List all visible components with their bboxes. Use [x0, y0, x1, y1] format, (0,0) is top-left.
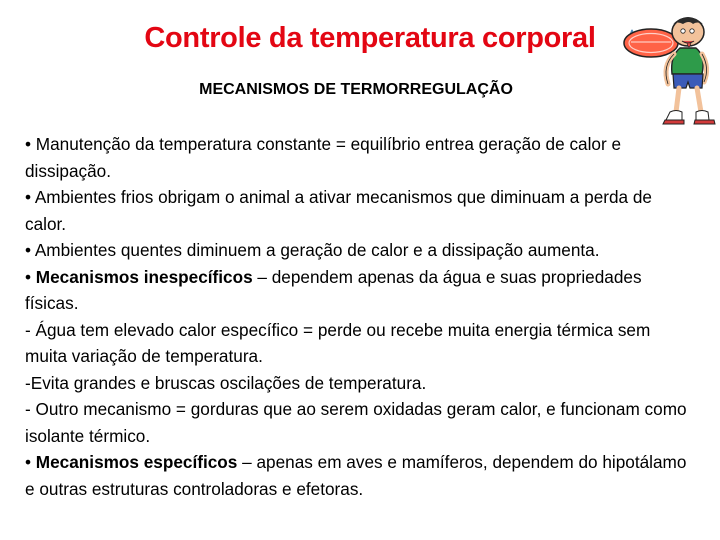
- body-paragraph: [25, 396, 690, 449]
- paragraph-text: Ambientes quentes diminuem a geração de calor e a dissipação aumenta.: [34, 240, 600, 260]
- paragraph-lead: Mecanismos específicos: [35, 452, 238, 472]
- paragraph-text: - Outro mecanismo = gorduras que ao serem oxidadas geram calor, e funcionam como isolante térmico.: [25, 399, 687, 446]
- body-paragraph: [25, 184, 690, 237]
- body-paragraph: [25, 317, 690, 370]
- body-paragraph: [25, 264, 690, 317]
- section-heading: MECANISMOS DE TERMORREGULAÇÃO: [199, 81, 513, 98]
- overheated-man-with-thermometer-icon: [618, 4, 720, 128]
- body-paragraph: [25, 131, 690, 184]
- lead-separator: –: [252, 266, 272, 287]
- paragraph-text: - Água tem elevado calor específico = perde ou recebe muita energia térmica sem muita variação de temperatura.: [25, 319, 651, 366]
- bullet-marker: •: [25, 452, 36, 472]
- body-paragraph: [25, 370, 690, 397]
- paragraph-lead: Mecanismos inespecíficos: [35, 266, 253, 287]
- slide-body: [25, 131, 690, 502]
- bullet-marker: •: [25, 240, 35, 260]
- body-paragraph: [25, 237, 690, 264]
- paragraph-text: -Evita grandes e bruscas oscilações de temperatura.: [25, 372, 427, 393]
- bullet-marker: •: [25, 187, 35, 207]
- paragraph-text: Manutenção da temperatura constante = equilíbrio entrea geração de calor e dissipação.: [25, 134, 622, 181]
- paragraph-text: Ambientes frios obrigam o animal a ativar mecanismos que diminuam a perda de calor.: [25, 187, 652, 234]
- paragraph-text: dependem apenas da água e suas propriedades físicas.: [25, 266, 642, 313]
- bullet-marker: •: [25, 266, 36, 287]
- lead-separator: –: [237, 452, 257, 472]
- bullet-marker: •: [25, 134, 36, 154]
- body-paragraph: [25, 449, 690, 502]
- slide-title: Controle da temperatura corporal: [144, 22, 596, 54]
- paragraph-text: apenas em aves e mamíferos, dependem do hipotálamo e outras estruturas controladoras e efetoras.: [25, 452, 687, 499]
